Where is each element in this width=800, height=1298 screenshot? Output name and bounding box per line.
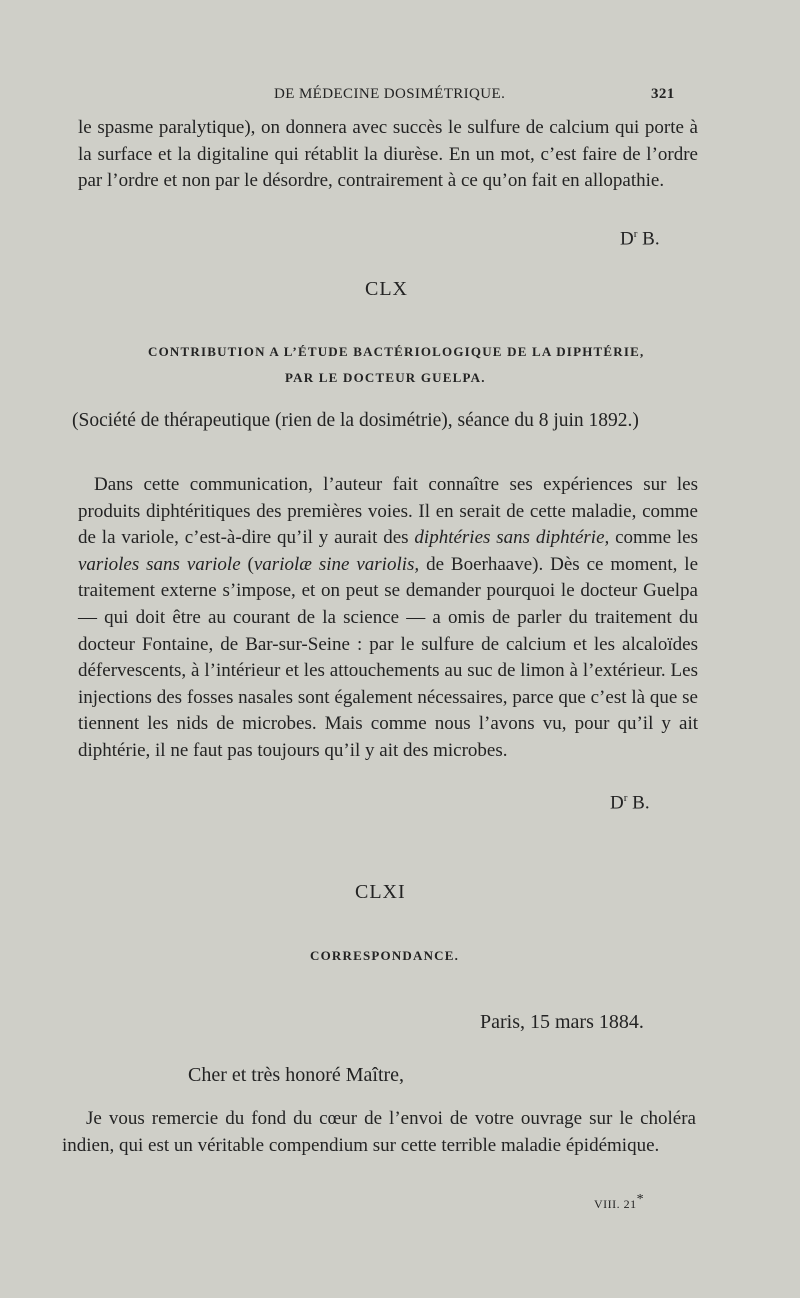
section-number-clx: CLX bbox=[365, 278, 408, 300]
signature-1 bbox=[620, 228, 660, 250]
signature-2 bbox=[610, 792, 650, 814]
clx-italic-1: diphtéries sans diphtérie, bbox=[414, 527, 610, 549]
continuation-paragraph: le spasme paralytique), on donnera avec succès le sulfure de calcium qui porte à la surface et la digitaline qui rétablit la diurèse. En un mot, c’est faire de l’ordre par l’ordre et non par le désordre, contrairement à ce qu’on fait en allopathie. bbox=[78, 117, 698, 192]
signature-2-suffix: B. bbox=[627, 792, 650, 814]
clx-text-c: ( bbox=[240, 553, 254, 575]
clxi-heading: CORRESPONDANCE. bbox=[310, 948, 460, 963]
clx-heading-line-1: CONTRIBUTION A L’ÉTUDE BACTÉRIOLOGIQUE DE LA DIPHTÉRIE, bbox=[148, 344, 645, 359]
running-header-title: DE MÉDECINE DOSIMÉTRIQUE. bbox=[274, 86, 506, 102]
clx-italic-3: variolæ sine variolis, bbox=[253, 553, 420, 575]
clx-paragraph bbox=[78, 472, 698, 765]
signature-mark-star: * bbox=[636, 1192, 645, 1207]
signature-1-prefix: D bbox=[620, 228, 634, 250]
signature-mark-text: VIII. 21 bbox=[594, 1197, 637, 1211]
clx-italic-2: varioles sans variole bbox=[78, 553, 241, 575]
letter-dateline: Paris, 15 mars 1884. bbox=[480, 1011, 644, 1033]
page-number: 321 bbox=[651, 86, 675, 102]
signature-1-sup: r bbox=[633, 228, 638, 240]
clx-source-note: (Société de thérapeutique (rien de la dosimétrie), séance du 8 juin 1892.) bbox=[72, 410, 639, 431]
section-number-clxi: CLXI bbox=[355, 881, 406, 903]
clx-heading-line-2: PAR LE DOCTEUR GUELPA. bbox=[285, 370, 486, 385]
signature-2-prefix: D bbox=[610, 792, 624, 814]
clx-text-b: comme les bbox=[609, 527, 698, 549]
letter-paragraph: Je vous remercie du fond du cœur de l’envoi de votre ouvrage sur le choléra indien, qui est un véritable compendium sur cette terrible maladie épidémique. bbox=[62, 1108, 696, 1156]
clx-text-a: Dans cette communication, l’auteur fait connaître ses expériences sur les produits diphtéritiques des premières voies. Il en serait de cette maladie, comme de la variole, c’est-à-dire qu’il y aurait des bbox=[78, 474, 698, 549]
clx-text-d: de Boerhaave). Dès ce moment, le traitement externe s’impose, et on peut se demander pourquoi le docteur Guelpa — qui doit être au courant de la science — a omis de parler du traitement du docteur Fontaine, de Bar-sur-Seine : par le sulfure de calcium et les alcaloïdes défervescents, à l’intérieur et les attouchements au suc de limon à l’extérieur. Les injections des fosses nasales sont également nécessaires, parce que c’est là que se tiennent les nids de microbes. Mais comme nous l’avons vu, pour qu’il y ait diphtérie, il ne faut pas toujours qu’il y ait des microbes. bbox=[78, 553, 698, 761]
signature-1-suffix: B. bbox=[637, 228, 660, 250]
letter-salutation: Cher et très honoré Maître, bbox=[188, 1064, 405, 1086]
signature-2-sup: r bbox=[623, 792, 628, 804]
signature-mark bbox=[594, 1192, 644, 1212]
